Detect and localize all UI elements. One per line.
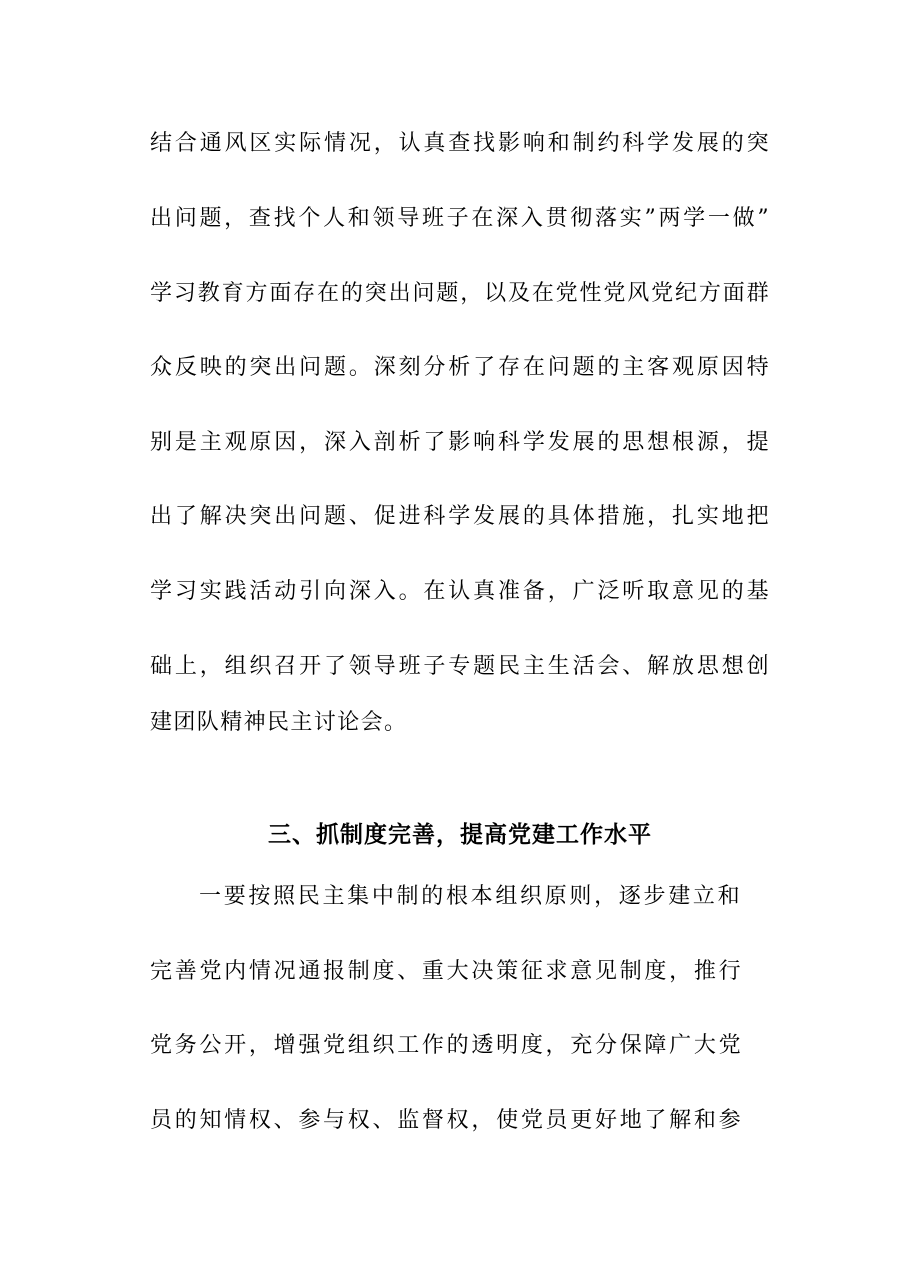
paragraph-1-line-8: 础上，组织召开了领导班子专题民主生活会、解放思想创 [150, 654, 770, 679]
paragraph-2-line-3: 党务公开，增强党组织工作的透明度，充分保障广大党 [150, 1033, 742, 1058]
paragraph-2-line-4: 员的知情权、参与权、监督权，使党员更好地了解和参 [150, 1108, 742, 1133]
paragraph-1-line-3: 学习教育方面存在的突出问题，以及在党性党风党纪方面群 [150, 281, 770, 306]
paragraph-1-line-9: 建团队精神民主讨论会。 [150, 710, 408, 735]
paragraph-1-line-7: 学习实践活动引向深入。在认真准备，广泛听取意见的基 [150, 579, 770, 604]
paragraph-1-line-6: 出了解决突出问题、促进科学发展的具体措施，扎实地把 [150, 504, 770, 529]
paragraph-1-line-1: 结合通风区实际情况，认真查找影响和制约科学发展的突 [150, 131, 770, 156]
paragraph-1-line-5: 别是主观原因，深入剖析了影响科学发展的思想根源，提 [150, 430, 770, 455]
paragraph-1-line-4: 众反映的突出问题。深刻分析了存在问题的主客观原因特 [150, 355, 770, 380]
section-heading: 三、抓制度完善，提高党建工作水平 [268, 821, 652, 848]
paragraph-1-line-2: 出问题，查找个人和领导班子在深入贯彻落实”两学一做” [150, 206, 770, 231]
paragraph-2-line-1: 一要按照民主集中制的根本组织原则，逐步建立和 [199, 884, 741, 909]
paragraph-2-line-2: 完善党内情况通报制度、重大决策征求意见制度，推行 [150, 959, 742, 984]
